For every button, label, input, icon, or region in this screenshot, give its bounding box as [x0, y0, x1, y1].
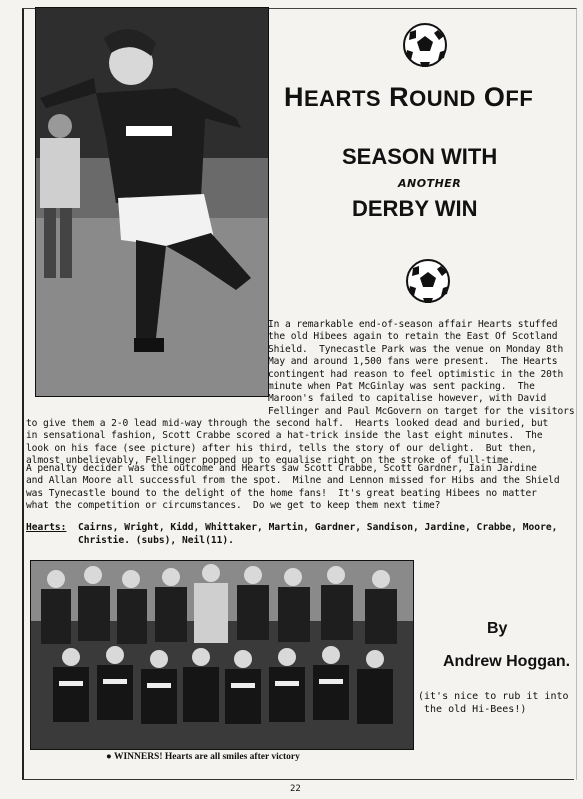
article-paragraph-2: A penalty decider was the outcome and Hearts saw Scott Crabbe, Scott Gardner, Iain Jardine and Allan Moore all successful from the spot. Milne and Lennon missed for Hibs and the Shield was Tynecastle bound to the delight of the home fans! It's great beating Hibees no matter what the competition or circumstances. Do we get to keep them next time?: [26, 463, 560, 512]
headline-handwritten-insert: ANOTHER: [398, 177, 462, 190]
bottom-rule: [22, 779, 574, 780]
headline-line-1: HEARTS ROUND OFF: [284, 82, 534, 112]
photo-caption: ● WINNERS! Hearts are all smiles after victory: [106, 752, 300, 762]
team-label: Hearts:: [26, 522, 67, 533]
team-names: Cairns, Wright, Kidd, Whittaker, Martin, Gardner, Sandison, Jardine, Crabbe, Moore, Christie. (subs), Neil(11).: [78, 522, 558, 546]
byline-author: Andrew Hoggan.: [443, 653, 571, 670]
football-icon: [405, 258, 451, 304]
page-number: 22: [290, 784, 301, 794]
football-icon: [402, 22, 448, 68]
headline-line-3: DERBY WIN: [352, 196, 478, 221]
article-paragraph-1-narrow: In a remarkable end-of-season affair Hearts stuffed the old Hibees again to retain the East Of Scotland Shield. Tynecastle Park was the venue on Monday 8th May and around 1,500 fans were present. The Hearts contingent had reason to feel optimistic in the 20th minute when Pat McGinlay was sent packing. The Maroon's failed to capitalise however, with David Fellinger and Paul McGovern on target for the visitors: [268, 319, 575, 417]
byline-aside: (it's nice to rub it into the old Hi-Bees!): [418, 691, 569, 715]
byline-by: By: [487, 620, 508, 637]
headline-line-2: SEASON WITH: [342, 144, 498, 169]
article-paragraph-1-wide: to give them a 2-0 lead mid-way through the second half. Hearts looked dead and buried, but in sensational fashion, Scott Crabbe scored a hat-trick inside the last eight minutes. The look on his face (see picture) after his third, tells the story of our delight. But then, almost unbelievably, Fellinger popped up to equalise right on the stroke of full-time.: [26, 418, 549, 467]
player-celebration-photo: [35, 7, 269, 397]
team-photo: [30, 560, 414, 750]
